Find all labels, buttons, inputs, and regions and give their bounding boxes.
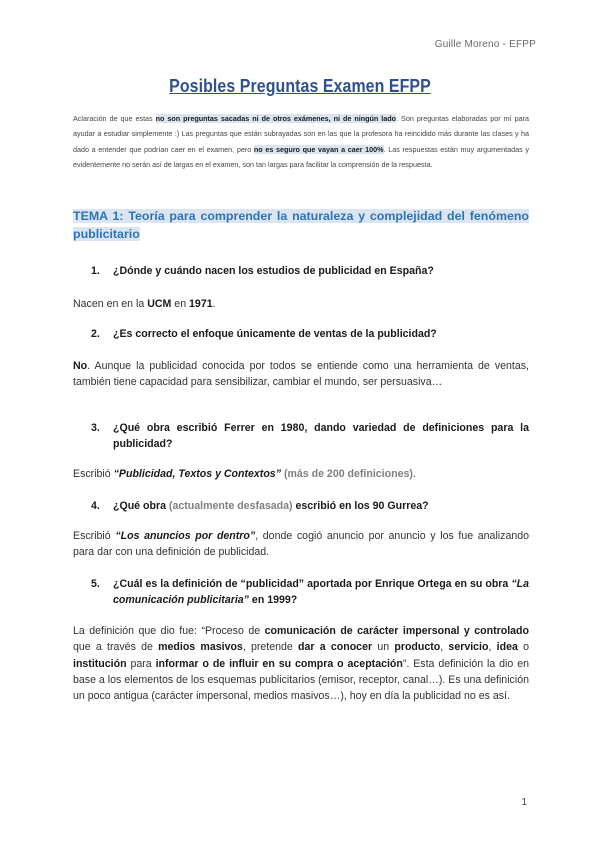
answer-text: para <box>126 657 156 670</box>
document-title: Posibles Preguntas Examen EFPP <box>169 75 431 96</box>
question-text-part: ¿Cuál es la definición de “publicidad” aportada por Enrique Ortega en su obra <box>113 578 512 590</box>
book-title: “Publicidad, Textos y Contextos” <box>113 468 281 480</box>
answer-text: Escribió <box>73 468 114 480</box>
book-title: “La comunicación publicitaria” <box>113 578 529 607</box>
question-text: ¿Es correcto el enfoque únicamente de ventas de la publicidad? <box>113 328 437 340</box>
answer-text: o <box>517 641 529 654</box>
answer-3 <box>73 466 529 482</box>
answer-text: , pretende <box>242 641 299 654</box>
question-3 <box>91 420 529 453</box>
question-text <box>91 576 529 609</box>
section-heading <box>73 208 529 243</box>
intro-paragraph <box>73 111 529 173</box>
answer-4 <box>73 528 529 561</box>
question-text: ¿Dónde y cuándo nacen los estudios de publicidad en España? <box>113 265 434 277</box>
answer-text: que a través de <box>73 641 159 654</box>
answer-bold: informar o de influir en su compra o aceptación <box>155 657 403 670</box>
question-number: 4. <box>91 500 100 512</box>
question-number: 5. <box>91 578 100 590</box>
answer-text: . <box>212 298 216 310</box>
intro-text: . Las respuestas están muy argumentadas y evidentemente no serán así de largas en el examen, son tan largas para facilitar la comprensión de la respuesta. <box>73 144 529 170</box>
answer-bold: No <box>73 360 88 372</box>
question-text-part: ¿Qué obra <box>113 500 169 512</box>
answer-2 <box>73 358 529 391</box>
question-text-part: en 1999? <box>248 594 298 607</box>
book-title: “Los anuncios por dentro” <box>115 530 256 542</box>
answer-text: . <box>412 468 416 480</box>
question-2 <box>91 326 529 342</box>
answer-note: (más de 200 definiciones) <box>281 468 413 480</box>
answer-text: Nacen en en la <box>73 298 148 310</box>
answer-text: Escribió <box>73 530 116 542</box>
question-number: 3. <box>91 422 100 434</box>
question-text <box>91 498 529 514</box>
answer-bold: UCM <box>147 298 172 310</box>
answer-text: , <box>440 641 449 654</box>
answer-bold: servicio <box>448 641 489 654</box>
page-number: 1 <box>521 797 527 808</box>
answer-bold: institución <box>73 657 127 670</box>
question-1 <box>91 263 529 279</box>
intro-text: Aclaración de que estas <box>73 114 156 123</box>
question-text-part: escribió en los 90 Gurrea? <box>292 500 429 512</box>
answer-text: La definición que dio fue: “Proceso de <box>73 625 265 637</box>
question-5 <box>91 576 529 609</box>
answer-bold: 1971 <box>189 298 213 310</box>
intro-text: . Son preguntas elaboradas por mí para ayudar a estudiar simplemente :) Las preguntas que están subrayadas son en las que la profesora ha reincidido más durante las clases y ha dado a entender que podrían caer en el examen, pero <box>73 114 529 154</box>
answer-text: un <box>372 641 395 654</box>
answer-bold: producto <box>394 641 441 654</box>
question-4 <box>91 498 529 514</box>
answer-bold: medios masivos <box>158 641 243 654</box>
answer-bold: comunicación de carácter impersonal y controlado <box>264 625 529 637</box>
question-number: 2. <box>91 328 100 340</box>
question-number: 1. <box>91 265 100 277</box>
answer-text: ”. Esta definición la dio en base a los elementos de los esquemas publicitarios (emisor, receptor, canal…). Es una definición un poco antigua (carácter impersonal, medios masivos…), hoy en día la publicidad no es así. <box>73 657 529 703</box>
question-text: ¿Qué obra escribió Ferrer en 1980, dando variedad de definiciones para la publicidad? <box>113 422 529 451</box>
question-note: (actualmente desfasada) <box>168 500 293 512</box>
intro-highlight: no es seguro que vayan a caer 100% <box>253 144 384 154</box>
answer-text: , donde cogió anuncio por anuncio y los fue analizando para dar con una definición de publicidad. <box>73 530 530 559</box>
answer-text: en <box>171 298 190 310</box>
answer-bold: dar a conocer <box>298 641 373 654</box>
answer-text: , <box>488 641 497 654</box>
intro-highlight: no son preguntas sacadas ni de otros exámenes, ni de ningún lado <box>155 114 397 123</box>
answer-1 <box>73 296 529 312</box>
answer-text: . Aunque la publicidad conocida por todos se entiende como una herramienta de ventas, también tiene capacidad para sensibilizar, cambiar el mundo, ser persuasiva… <box>73 360 529 389</box>
header-author: Guille Moreno - EFPP <box>434 39 536 50</box>
answer-bold: idea <box>496 641 518 654</box>
section-heading-text: TEMA 1: Teoría para comprender la naturaleza y complejidad del fenómeno publicitario <box>73 209 529 241</box>
answer-5 <box>73 623 529 704</box>
